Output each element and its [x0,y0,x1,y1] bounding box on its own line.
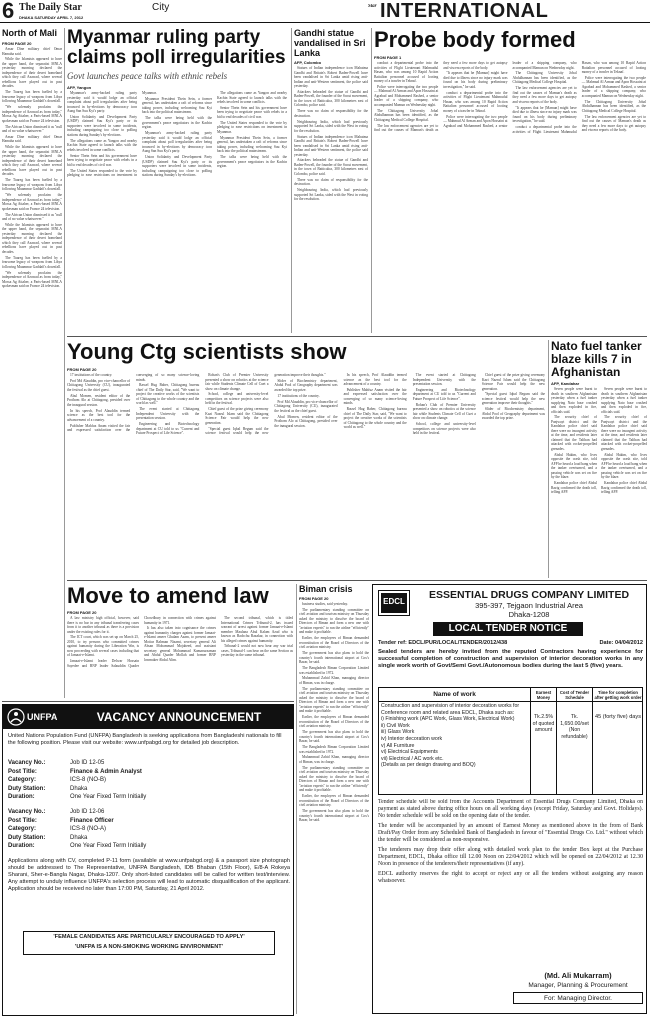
article-headline: Gandhi statue vandalised in Sri Lanka [294,28,366,58]
edcl-logo-text: EDCL [383,597,405,606]
unfpa-logo [7,708,61,726]
article-source: FROM PAGE 20 [2,41,32,46]
term-item: EDCL authority reserves the right to accept or reject any or all the tenders without assigning any reason whatsoever. [378,871,643,884]
edcl-logo [378,590,410,616]
unfpa-footer-2: 'UNFPA IS A NON-SMOKING WORKING ENVIRONMENT' [75,944,223,950]
work-item: v) All Furniture [381,742,415,749]
table-header-time: Time for completion after getting work order [594,690,642,700]
article-body: A law ministry high official, however, said there is no bar in any tribunal transferring cases from it to another tribunal as there is a provision under the existing rules for it. The ICT court, which was set up on March 25, 2010, to try persons who committed crimes against humanity during the Liberation War, is now proceeding with several cases including that of Jamaat-e-Islami. Jamaat-e-Islami leader Delwar Hossain Sayedee and BNP leader Salauddin Quader Chowdhury in connection with crimes against humanity in 1971. It has also taken into cognisance the crimes against humanity charges against former Jamaat-e-Islami ameer Ghulam Azam, to present ameer Motiur Rahman Nizami, secretary general Ali Ahsan Mohammad Mojaheed, and assistant secretary general Mohammad Kamaruzzaman and Abdul Quader Mollah and former BNP lawmaker Abdul Alim. The second tribunal, which is titled International Crimes Tribunal-2, has issued warrant of arrest against former Jamaat-e-Islami member Maulana Abul Kalam Azad who is known as Bachchu Razakar, in connection with his alleged crimes against humanity. Tribunal-2 would not now hear any war trial cases, Tribunal-1 can hear on the same Section as yesterday in the same tribunal. [67,616,293,668]
edcl-signer-name: (Md. Ali Mukarram) [544,971,612,980]
article-source: AFP, Yangon [67,85,92,90]
article-source: FROM PAGE 20 [67,367,97,372]
article-body: Myanmar's army-backed ruling party yesterday said it would lodge an official complaint about poll irregularities after being trounced in by-elections by democracy icon Aung San Suu Kyi's party. Union Solidarity and Development Party (USDP) claimed Suu Kyi's party or its supporters were involved in some incidents, including campaigning too close to polling stations during Sunday's by-elections. The allegations came as Yangon and nearby Kachin State agreed to launch talks with the rebels involved in some conflicts. Senior Thein Sein and his government have been trying to negotiate peace with rebels in a bid to end decades of civil war. The United States responded to the vote by pledging to ease restrictions on investment in Myanmar. Myanmar President Thein Sein, a former general, has undertaken a raft of reforms since taking power, including welcoming Suu Kyi back into the political mainstream. The talks were being held with the government's peace negotiators in the Kachin region. Myanmar's army-backed ruling party yesterday said it would lodge an official complaint about poll irregularities after being trounced in by-elections by democracy icon Aung San Suu Kyi's party. Union Solidarity and Development Party (USDP) claimed Suu Kyi's party or its supporters were involved in some incidents, including campaigning too close to polling stations during Sunday's by-elections. The allegations came as Yangon and nearby Kachin State agreed to launch talks with the rebels involved in some conflicts. Senior Thein Sein and his government have been trying to negotiate peace with rebels in a bid to end decades of civil war. The United States responded to the vote by pledging to ease restrictions on investment in Myanmar. Myanmar President Thein Sein, a former general, has undertaken a raft of reforms since taking power, including welcoming Suu Kyi back into the political mainstream. The talks were being held with the government's peace negotiators in the Kachin region. [67,91,287,178]
article-source: FROM PAGE 1 [374,55,402,60]
field-value: Job ID 12-06 [70,809,105,815]
field-label: Duration: [8,843,35,849]
field-value: Finance & Admin Analyst [70,768,142,775]
masthead [0,0,650,23]
edcl-intro: Sealed tenders are hereby invited from the reputed Contractors having experience for successful completion of construction and supervision of interior decoration works in any single work worth of Govt/Semi Govt./Autonomous bodies during the last 5 (five) years. [378,649,643,670]
article-headline: Move to amend law [67,584,269,608]
field-value: Dhaka [70,785,88,792]
work-item: i) Finishing work (APC Work, Glass Work, Electrical Work) [381,716,515,723]
unfpa-footer-box [23,931,275,955]
field-value: One Year Fixed Term Initially [70,843,147,849]
edcl-tender-date: Date: 04/04/2012 [599,640,643,646]
edcl-tender-ad [372,584,647,1014]
edcl-address-1: 395-397, Tejgaon Industrial Area [475,601,583,610]
field-value: ICS-8 (NO-B) [70,777,106,783]
article-north-of-mali [2,28,62,698]
section-label-left: City [152,2,170,13]
article-headline: Myanmar ruling party claims poll irregularities [67,28,286,68]
edcl-tender-ref: Tender ref: EDCL/PUR/LOCAL/TENDER/2012/438 [378,640,508,646]
edcl-address-2: Dhaka-1208 [508,610,550,619]
work-item: (Details as per design drawing and BOQ) [381,762,476,769]
completion-time-value: 45 (forty five) days [595,714,642,720]
article-body: Statues of Indian independence icon Mahatma Gandhi and Britain's Robert Baden-Powell have been vandalised in Sri Lanka amid rising anti-Indian and anti-Western sentiment, the police said yesterday. Attackers beheaded the statue of Gandhi and Baden-Powell, the founder of the Scout movement, in the town of Batticaloa, 300 kilometres east of Colombo, police said. There was no claim of responsibility for the destruction. Neighbouring India, which had previously supported Sri Lanka, sided with the West in voting for the resolution. Statues of Indian independence icon Mahatma Gandhi and Britain's Robert Baden-Powell have been vandalised in Sri Lanka amid rising anti-Indian and anti-Western sentiment, the police said yesterday. Attackers beheaded the statue of Gandhi and Baden-Powell, the founder of the Scout movement, in the town of Batticaloa, 300 kilometres east of Colombo, police said. There was no claim of responsibility for the destruction. Neighbouring India, which had previously supported Sri Lanka, sided with the West in voting for the resolution. [294,66,368,202]
table-work-list [379,702,531,795]
date-line: DHAKA SATURDAY APRIL 7, 2012 [19,15,84,20]
unfpa-notice-title: VACANCY ANNOUNCEMENT [96,710,262,724]
article-myanmar [67,28,287,333]
table-header-name: Name of work [379,688,531,702]
edcl-signer-title-2: For: Managing Director. [513,992,643,1004]
article-body: business studies, said yesterday. The parliamentary standing committee on civil aviation and tourism ministry on Thursday asked the ministry to dissolve the board of Directors of Biman and form a new one with "aviation experts" to run the airline "efficiently" and make it profitable. Earlier, the employees of Biman demanded reconstitution of the Board of Directors of the civil aviation ministry. The government has also plans to hold the country's fourth international airport at Cox's Bazar, he said. The Bangladesh Biman Corporation Limited was established in 1972. Muhammad Zahid Khan, managing director of Biman, was in charge. The parliamentary standing committee on civil aviation and tourism ministry on Thursday asked the ministry to dissolve the board of Directors of Biman and form a new one with "aviation experts" to run the airline "efficiently" and make it profitable. Earlier, the employees of Biman demanded reconstitution of the Board of Directors of the civil aviation ministry. The government has also plans to hold the country's fourth international airport at Cox's Bazar, he said. The Bangladesh Biman Corporation Limited was established in 1972. Muhammad Zahid Khan, managing director of Biman, was in charge. The parliamentary standing committee on civil aviation and tourism ministry on Thursday asked the ministry to dissolve the board of Directors of Biman and form a new one with "aviation experts" to run the airline "efficiently" and make it profitable. Earlier, the employees of Biman demanded reconstitution of the Board of Directors of the civil aviation ministry. The government has also plans to hold the country's fourth international airport at Cox's Bazar, he said. [299,602,369,823]
field-value: One Year Fixed Term Initially [70,794,147,800]
article-nato-tanker [551,340,647,578]
edcl-notice-title: LOCAL TENDER NOTICE [433,622,583,636]
field-label: Duty Station: [8,785,46,792]
unfpa-apply-text: Applications along with CV, completed P-11 form (available at www.unfpabgd.org) & a passport size photograph should be addressed to The Representative, UNFPA Bangladesh, IDB Bhaban (15th Floor), E/8-A Rokeya Sharani, Sher-e-Bangla Nagar, Dhaka-1207. Only short-listed candidates will be called for written test/interview. Any attempt to unduly influence UNFPA's selection process will lead to automatic disqualification of the applicant. Application should be received no later than 17:00 PM, Saturday, 21 April 2012. [8,858,290,892]
article-body: Ansar Dine military chief Omar Hamaha said. While the Islamists appeared to have the upper hand, the separatist MNLA yesterday morning declared the independence of their desert homeland which they call Azawad, where several rebellions have played out in past decades. The Tuareg has been fuelled by a fearsome legacy of weapons from Libya following Muammar Gaddafi's downfall. "We solemnly proclaim the independence of Azawad as from today," Mossa Ag Attaher, a Paris-based MNLA spokesman said on France 24 television. The African Union dismissed it as "null and of no value whatsoever." Ansar Dine military chief Omar Hamaha said. While the Islamists appeared to have the upper hand, the separatist MNLA yesterday morning declared the independence of their desert homeland which they call Azawad, where several rebellions have played out in past decades. The Tuareg has been fuelled by a fearsome legacy of weapons from Libya following Muammar Gaddafi's downfall. "We solemnly proclaim the independence of Azawad as from today," Mossa Ag Attaher, a Paris-based MNLA spokesman said on France 24 television. The African Union dismissed it as "null and of no value whatsoever." While the Islamists appeared to have the upper hand, the separatist MNLA yesterday morning declared the independence of their desert homeland which they call Azawad, where several rebellions have played out in past decades. The Tuareg has been fuelled by a fearsome legacy of weapons from Libya following Muammar Gaddafi's downfall. "We solemnly proclaim the independence of Azawad as from today," Mossa Ag Attaher, a Paris-based MNLA spokesman said on France 24 television. [2,47,62,289]
term-item: The tenderers may drop their offer along with detailed work plan to the tender Box kept at the Purchase Department, EDCL, Dhaka office till 12.00 Noon on 22/04/2012 which will be opened on 22/04/2012 at 12.30 Noon in presence of the tenderers/their representatives (if any). [378,847,643,867]
unfpa-header-bar [3,705,293,729]
unfpa-vacancy-ad [2,704,294,1016]
unfpa-emblem-icon [7,708,25,726]
work-item: Construction and supervision of interior decoration works for Conference room and related area EDCL, Dhaka such as: [381,703,520,716]
work-item: ii) Civil Work [381,722,410,729]
field-value: Dhaka [70,834,88,841]
paper-name: The Daily Star [19,2,82,13]
schedule-cost-value: Tk. 1,650.00/set (Non refundable) [557,702,593,795]
article-headline: Biman crisis [299,584,353,594]
unfpa-vacancy-2 [8,808,290,854]
article-young-scientists [67,340,545,578]
work-item: vii) Electrical / AC work etc. [381,755,444,762]
article-subhead: Govt launches peace talks with ethnic rebels [67,71,228,81]
unfpa-logo-text: UNFPA [27,712,58,722]
unfpa-footer-1: 'FEMALE CANDIDATES ARE PARTICULARLY ENCOURAGED TO APPLY' [53,934,245,940]
article-headline: North of Mali [2,28,57,38]
article-gandhi-statue [294,28,368,333]
article-source: AFP, Colombo [294,60,322,65]
field-label: Post Title: [8,768,37,775]
work-item: iv) Interior decoration work [381,735,443,742]
unfpa-vacancy-1 [8,759,290,805]
earnest-money-value: Tk.2.5% of quoted amount [531,702,557,795]
brand-mark: Star [368,4,377,9]
page-number: 6 [2,0,15,23]
article-move-to-amend-law [67,584,293,698]
field-value: Job ID 12-05 [70,760,105,766]
field-label: Duty Station: [8,834,46,841]
article-body: Seven people were burnt to death in southern Afghanistan yesterday when a fuel tanker supplying Nato base crashed and then exploded in fire, officials said. The security chief of Panjwayi district and the Kandahar police chief said there were no insurgent activity at the time, and residents later claimed that the Taliban had attacked with rocket-propelled grenades. Abdul Hakim, who lives opposite the crash site, told AFP he heard a loud bang when the tanker overturned, and a passing vehicle was set on fire by the blaze. Kandahar police chief Abdul Razig confirmed the death toll, telling AFP. Seven people were burnt to death in southern Afghanistan yesterday when a fuel tanker supplying Nato base crashed and then exploded in fire, officials said. The security chief of Panjwayi district and the Kandahar police chief said there were no insurgent activity at the time, and residents later claimed that the Taliban had attacked with rocket-propelled grenades. Abdul Hakim, who lives opposite the crash site, told AFP he heard a loud bang when the tanker overturned, and a passing vehicle was set on fire by the blaze. Kandahar police chief Abdul Razig confirmed the death toll, telling AFP. [551,387,647,495]
field-label: Vacancy No.: [8,809,46,815]
term-item: The tender will be accompanied by an amount of Earnest Money as mentioned above in the from of Bank Draft/Pay Order from any Scheduled Bank of Bangladesh in favour of "Essential Drugs Co. Ltd." without which the tender will be considered as non-responsive. [378,823,643,843]
section-title: INTERNATIONAL [380,0,549,22]
article-source: AFP, Kandahar [551,381,580,386]
field-label: Post Title: [8,817,37,824]
field-label: Category: [8,826,37,832]
field-label: Category: [8,777,37,783]
field-label: Vacancy No.: [8,760,46,766]
edcl-tender-table [378,687,643,795]
field-value: Finance Officer [70,817,114,824]
article-body: 17 institutions of the country. Prof Md Alauddin, pro vice-chancellor of Chittagong University (CU), inaugurated the festival as the chief guest. Abul Momen, resident editor of the Prothom Alo at Chittagong, presided over the inaugural session. In his speech, Prof Alauddin termed science as the best tool for the advancement of a country. Publisher Mahfuz Anam visited the fair and expressed satisfaction over the converging of so many science-loving minds. Rassel Hug Baber, Chittagong bureau chief of The Daily Star, said, "We want to project the creative works of the scientists of Chittagong to the whole country and the world as well." The event started at Chittagong Independent University with the presentation session. Engineering and Biotechnology department at CU told to us "Current and Future Prospect of Life Science". Rohan's Club of Premier University presented a show on robotics at the science fair while Students Climate Cell of Cuet a show on climate change. School, college and university-level competitors on science projects were also held in the festival. Chief guest of the prize giving ceremony Kazi Nazrul Islam said the Chittagong Science Fair would help the new generation. "Special guest Iqbal Begum said the science festival would help the new generation improve their thoughts." Slider of Biochemistry department, Abdul Pool of Geography department was awarded the top prize. 17 institutions of the country. Prof Md Alauddin, pro vice-chancellor of Chittagong University (CU), inaugurated the festival as the chief guest. Abul Momen, resident editor of the Prothom Alo at Chittagong, presided over the inaugural session. In his speech, Prof Alauddin termed science as the best tool for the advancement of a country. Publisher Mahfuz Anam visited the fair and expressed satisfaction over the converging of so many science-loving minds. Rassel Hug Baber, Chittagong bureau chief of The Daily Star, said, "We want to project the creative works of the scientists of Chittagong to the whole country and the world as well." The event started at Chittagong Independent University with the presentation session. Engineering and Biotechnology department at CU told to us "Current and Future Prospect of Life Science". Rohan's Club of Premier University presented a show on robotics at the science fair while Students Climate Cell of Cuet a show on climate change. School, college and university-level competitors on science projects were also held in the festival. Chief guest of the prize giving ceremony Kazi Nazrul Islam said the Chittagong Science Fair would help the new generation. "Special guest Iqbal Begum said the science festival would help the new generation improve their thoughts." Slider of Biochemistry department, Abdul Pool of Geography department was awarded the top prize. [67,373,545,436]
edcl-signer-title-1: Manager, Planning & Procurement [528,982,628,989]
article-source: FROM PAGE 20 [299,596,329,601]
edcl-company-name: ESSENTIAL DRUGS COMPANY LIMITED [428,589,630,601]
article-headline: Young Ctg scientists show [67,340,347,364]
field-label: Duration: [8,794,35,800]
article-biman-crisis [299,584,369,1014]
article-headline: Probe body formed [374,28,576,52]
term-item: Tender schedule will be sold from the Accounts Department of Essential Drugs Company Limited, Dhaka on payment as stated above during office hours on all working days (except Friday, Saturday and Govt. Holidays). No tender schedule will be sold on the opening date of the tender. [378,799,643,819]
article-source: FROM PAGE 20 [67,610,97,615]
work-item: vi) Electrical Equipments [381,749,438,756]
work-item: iii) Glass Work [381,729,415,736]
unfpa-intro: United Nations Population Fund (UNFPA) Bangladesh is seeking applications from Bangladeshi nationals to fill the following position. Please visit our website: www.unfpabgd.org for detailed job description. [8,733,282,746]
edcl-terms [378,799,643,949]
table-header-cost: Cost of Tender Schedule [557,688,593,702]
field-value: ICS-8 (NO-A) [70,826,106,832]
table-header-earnest: Earnest Money [531,688,557,702]
article-body: conduct a departmental probe into the activities of Flight Lieutenant Mahmudul Hasan, who was among 10 Rapid Action Battalion personnel accused of looting money of a trawler in Teknaf. Police were interrogating the two people — Mahmud Al Arman and Apon Hossaini at Agrabad and Mohammed Rashed, a senior leader of a shipping company, who accompanied Mamun on Wednesday night. The Chittagong University Jobal Abdulhannan has been identified, as the Chittagong Medical College Hospital. The law enforcement agencies are yet to find out the causes of Mamun's death as they need a few more days to get autopsy and viscera reports of the body. "It appears that he [Mamun] might have died due to illness since no injury mark was found on his body during preliminary investigation," he said. conduct a departmental probe into the activities of Flight Lieutenant Mahmudul Hasan, who was among 10 Rapid Action Battalion personnel accused of looting money of a trawler in Teknaf. Police were interrogating the two people — Mahmud Al Arman and Apon Hossaini at Agrabad and Mohammed Rashed, a senior leader of a shipping company, who accompanied Mamun on Wednesday night. The Chittagong University Jobal Abdulhannan has been identified, as the Chittagong Medical College Hospital. The law enforcement agencies are yet to find out the causes of Mamun's death as they need a few more days to get autopsy and viscera reports of the body. "It appears that he [Mamun] might have died due to illness since no injury mark was found on his body during preliminary investigation," he said. conduct a departmental probe into the activities of Flight Lieutenant Mahmudul Hasan, who was among 10 Rapid Action Battalion personnel accused of looting money of a trawler in Teknaf. Police were interrogating the two people — Mahmud Al Arman and Apon Hossaini at Agrabad and Mohammed Rashed, a senior leader of a shipping company, who accompanied Mamun on Wednesday night. The Chittagong University Jobal Abdulhannan has been identified, as the Chittagong Medical College Hospital. The law enforcement agencies are yet to find out the causes of Mamun's death as they need a few more days to get autopsy and viscera reports of the body. [374,61,646,134]
article-probe-body [374,28,646,333]
article-headline: Nato fuel tanker blaze kills 7 in Afghanistan [551,340,642,379]
